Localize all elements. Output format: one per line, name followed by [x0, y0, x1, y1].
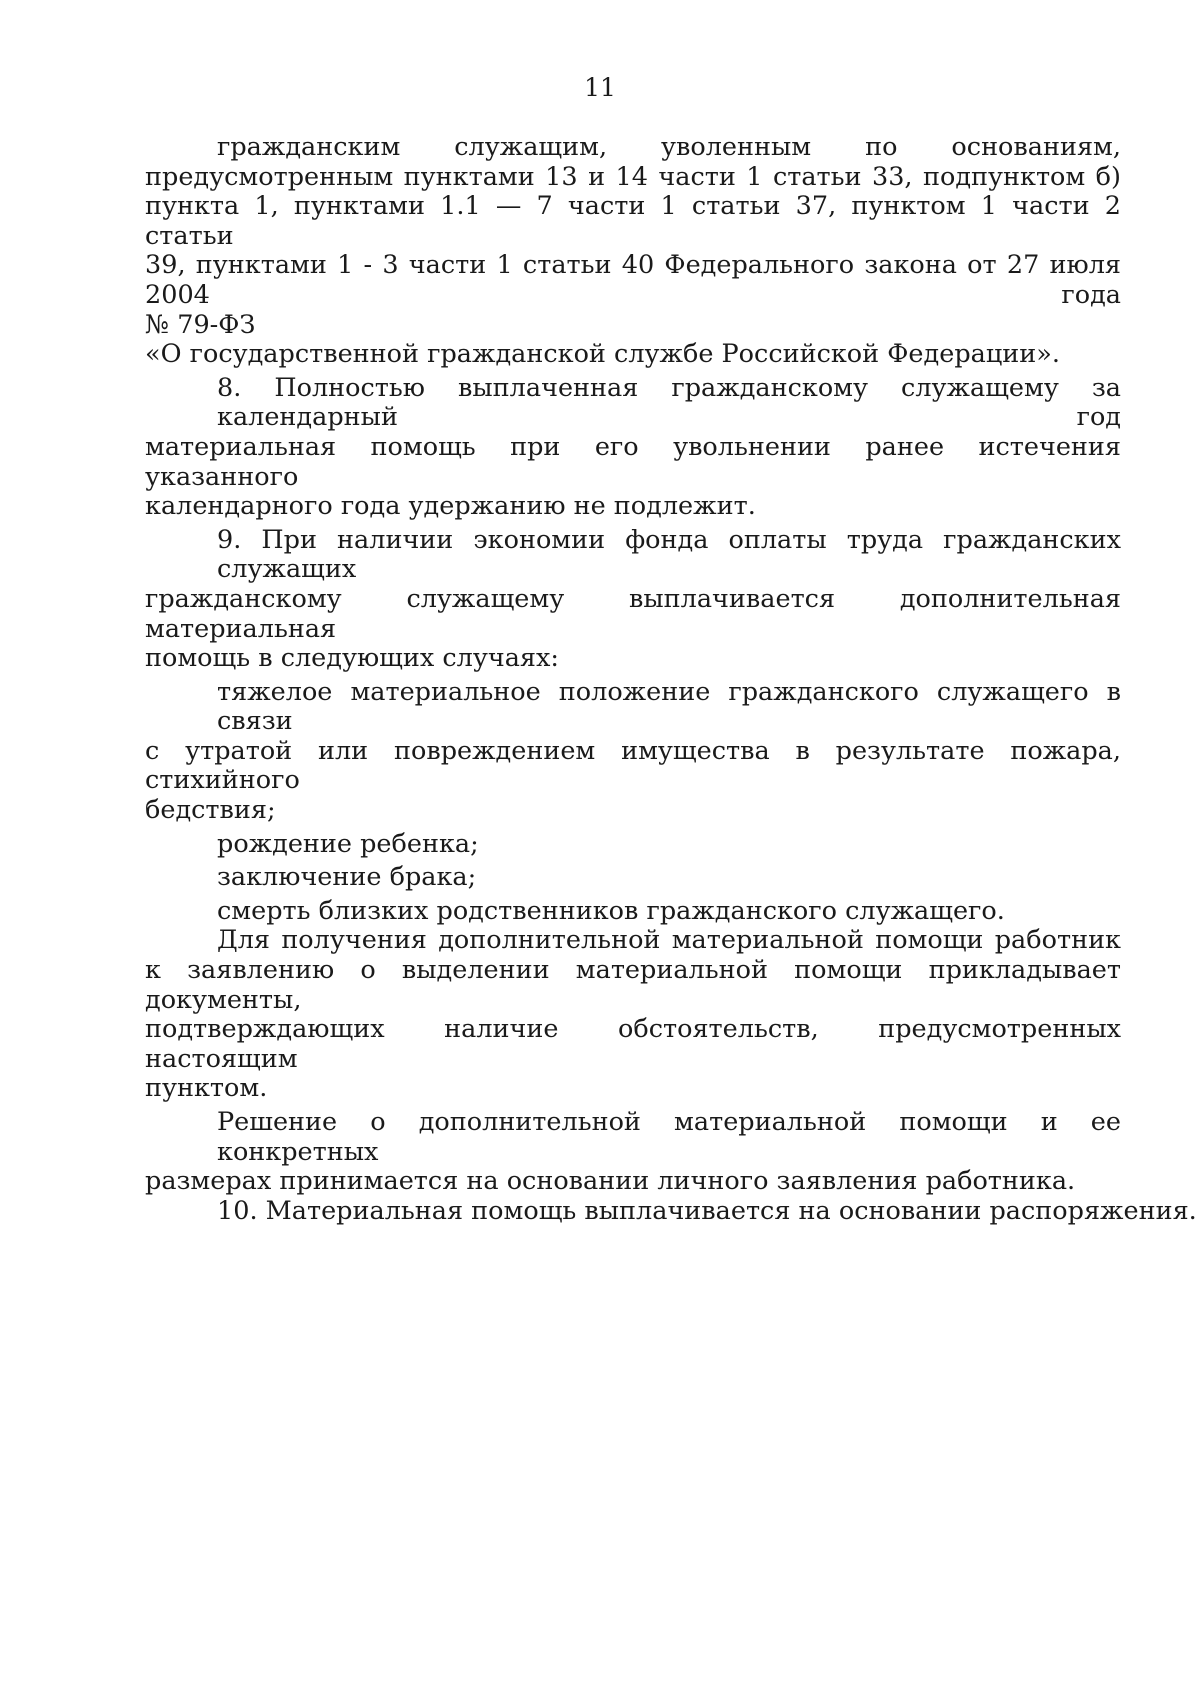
paragraph-documents [145, 926, 1121, 1104]
text-line: помощь в следующих случаях: [145, 643, 559, 674]
text-line: 39, пунктами 1 - 3 части 1 статьи 40 Федерального закона от 27 июля 2004 года [145, 250, 1121, 310]
text-line: 10. Материальная помощь выплачивается на основании распоряжения. [217, 1195, 1197, 1226]
text-line: предусмотренным пунктами 13 и 14 части 1 статьи 33, подпунктом б) [145, 161, 1121, 192]
paragraph-item-9 [145, 526, 1121, 674]
document-body [145, 132, 1197, 1226]
paragraph-case-death [145, 897, 1121, 927]
text-line: с утратой или повреждением имущества в результате пожара, стихийного [145, 735, 1121, 796]
text-line: календарного года удержанию не подлежит. [145, 491, 756, 522]
text-line: Для получения дополнительной материальной помощи работник [217, 925, 1121, 956]
text-line: Решение о дополнительной материальной помощи и ее конкретных [217, 1107, 1121, 1167]
paragraph-item-8 [145, 374, 1121, 522]
text-line: смерть близких родственников гражданского служащего. [217, 895, 1005, 926]
paragraph-case-birth [145, 830, 1121, 860]
paragraph-case-hardship [145, 678, 1121, 826]
text-line: заключение брака; [217, 862, 477, 893]
text-line: пунктом. [145, 1073, 268, 1104]
paragraph-decision [145, 1108, 1121, 1197]
page-number: 11 [584, 73, 616, 102]
text-line: к заявлению о выделении материальной помощи прикладывает документы, [145, 955, 1121, 1015]
text-line: подтверждающих наличие обстоятельств, предусмотренных настоящим [145, 1014, 1121, 1074]
text-line: рождение ребенка; [217, 828, 479, 859]
paragraph-case-marriage [145, 863, 1121, 893]
text-line: № 79-ФЗ [145, 309, 256, 340]
text-line: размерах принимается на основании личного заявления работника. [145, 1166, 1076, 1197]
text-line: 9. При наличии экономии фонда оплаты труда гражданских служащих [217, 524, 1121, 585]
text-line: гражданским служащим, уволенным по основаниям, [217, 132, 1121, 162]
text-line: тяжелое материальное положение гражданского служащего в связи [217, 676, 1121, 737]
paragraph-item-10 [145, 1195, 1197, 1227]
paragraph-continuation [145, 133, 1121, 370]
text-line: бедствия; [145, 795, 276, 826]
text-line: гражданскому служащему выплачивается дополнительная материальная [145, 583, 1121, 644]
text-line: 8. Полностью выплаченная гражданскому служащему за календарный год [217, 372, 1121, 433]
text-line: материальная помощь при его увольнении ранее истечения указанного [145, 431, 1121, 492]
text-line: пункта 1, пунктами 1.1 — 7 части 1 статьи 37, пунктом 1 части 2 статьи [145, 191, 1121, 251]
text-line: «О государственной гражданской службе Российской Федерации». [145, 339, 1060, 370]
